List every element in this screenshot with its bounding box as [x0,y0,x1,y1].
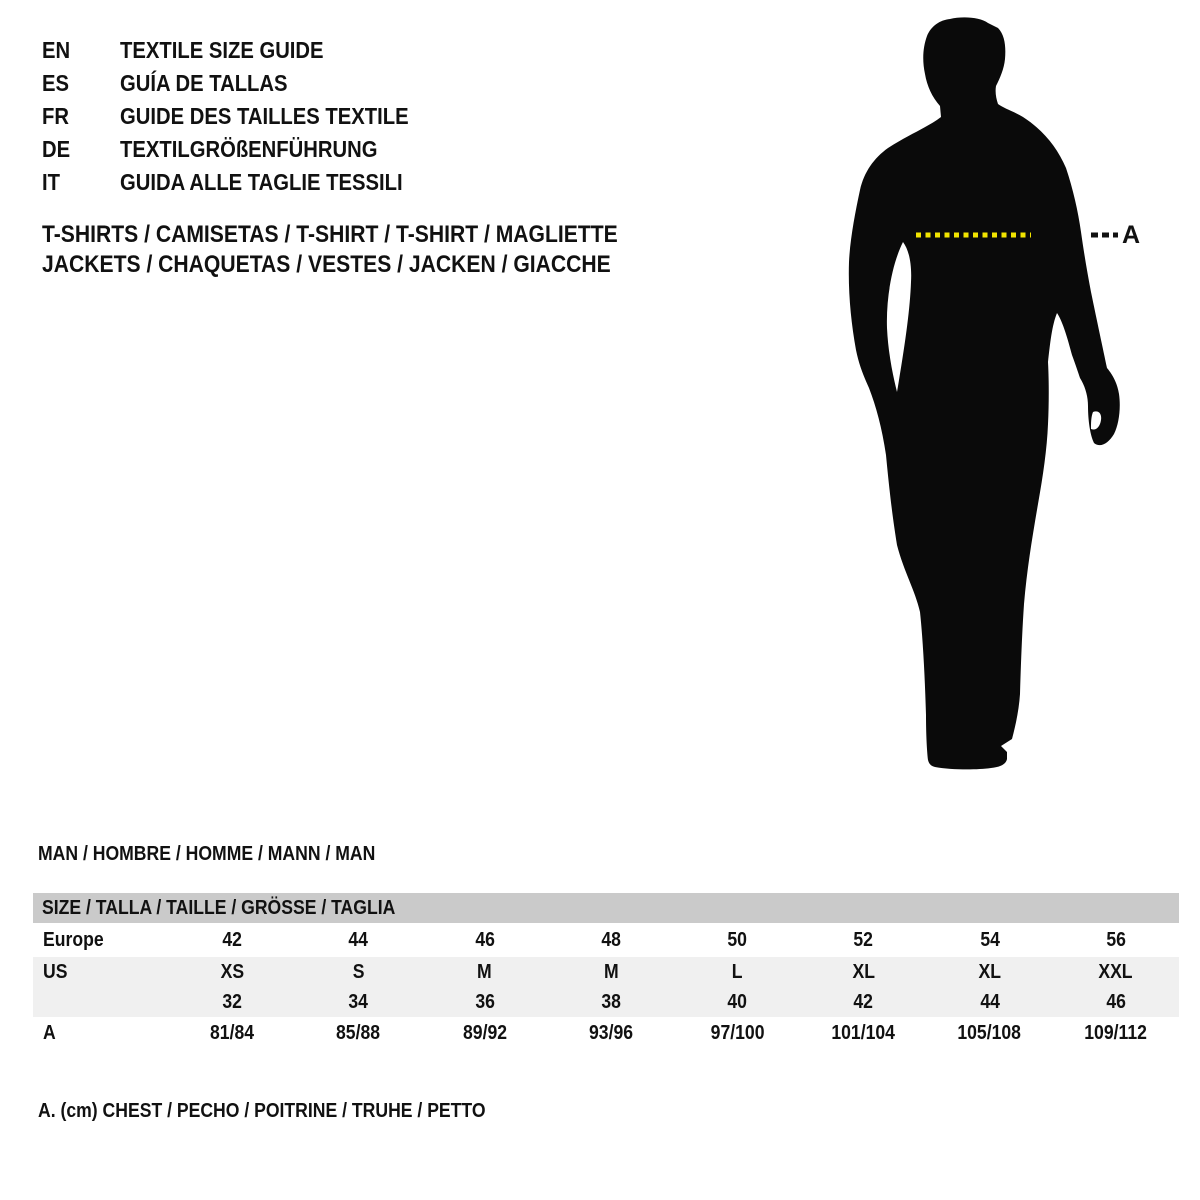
size-cell-text: 81/84 [210,1022,255,1044]
size-cell [169,1022,295,1045]
size-cell-text: 44 [979,990,1000,1013]
size-cell [800,991,926,1014]
size-cell-text: 89/92 [462,1022,507,1044]
section-title-text: MAN / HOMBRE / HOMME / MANN / MAN [38,843,376,865]
size-cell [295,929,421,952]
size-cell-text: L [731,960,743,983]
size-cell [927,991,1053,1014]
size-cell [674,991,800,1014]
size-table-row [33,1017,1179,1050]
row-label [33,991,169,1014]
size-cell [927,961,1053,984]
size-cell-text: XXL [1098,960,1133,983]
row-label-text: A [43,1022,56,1044]
language-title: GUÍA DE TALLAS [120,70,288,96]
row-label-text: US [43,960,68,983]
row-label-text: Europe [43,928,104,951]
footnote-text: A. (cm) CHEST / PECHO / POITRINE / TRUHE / PETTO [38,1100,486,1122]
size-cell-text: 109/112 [1084,1022,1148,1044]
size-cell [422,929,548,952]
size-cell-text: 34 [348,990,369,1013]
size-cell [295,1022,421,1045]
category-text: JACKETS / CHAQUETAS / VESTES / JACKEN / GIACCHE [42,251,611,278]
size-cell-text: 42 [853,990,874,1013]
size-cell [1053,929,1179,952]
language-title: TEXTILE SIZE GUIDE [120,37,324,63]
size-cell [422,1022,548,1045]
size-cell-text: 44 [348,928,369,951]
size-cell [800,961,926,984]
language-code: FR [42,103,69,129]
size-cell [422,961,548,984]
size-cell-text: 46 [1106,990,1126,1013]
size-table-body [33,923,1179,1050]
measure-label-a: A [1122,221,1141,249]
size-cell [548,929,674,952]
size-cell [800,929,926,952]
size-cell [674,929,800,952]
size-cell-text: 40 [727,990,747,1013]
size-cell [674,961,800,984]
size-cell [422,991,548,1014]
size-cell [800,1022,926,1045]
row-label [33,961,169,984]
language-code: ES [42,70,70,96]
size-cell [548,961,674,984]
size-table-row [33,923,1179,957]
language-code: EN [42,37,71,63]
size-cell-text: M [603,960,619,983]
size-cell-text: 36 [474,990,495,1013]
language-code: IT [42,169,60,195]
size-cell [548,991,674,1014]
size-cell-text: 97/100 [710,1022,765,1044]
size-cell-text: 32 [222,990,242,1013]
size-cell-text: S [352,960,365,983]
size-table-header [33,893,1179,923]
size-cell-text: XL [978,960,1001,983]
size-cell-text: 93/96 [588,1022,633,1044]
size-cell [169,991,295,1014]
size-cell-text: 48 [601,928,621,951]
size-cell-text: 105/108 [957,1022,1022,1044]
size-cell [1053,1022,1179,1045]
size-cell [169,961,295,984]
size-cell-text: 85/88 [336,1022,381,1044]
size-cell-text: 38 [601,990,621,1013]
size-cell [169,929,295,952]
size-cell [548,1022,674,1045]
language-code: DE [42,136,71,162]
size-cell-text: 54 [979,928,1000,951]
size-cell-text: 52 [853,928,874,951]
size-cell [1053,961,1179,984]
size-cell-text: XS [220,960,244,983]
size-cell [927,929,1053,952]
size-cell-text: 42 [222,928,242,951]
size-cell [674,1022,800,1045]
section-title-man [38,843,421,866]
footnote-chest [38,1100,547,1123]
size-table-row [33,957,1179,987]
size-cell [927,1022,1053,1045]
size-cell-text: M [477,960,492,983]
language-title: TEXTILGRÖßENFÜHRUNG [120,136,378,162]
size-table-header-text: SIZE / TALLA / TAILLE / GRÖSSE / TAGLIA [42,896,396,919]
row-label [33,1022,169,1045]
size-cell [295,991,421,1014]
size-cell-text: 50 [727,928,747,951]
size-cell-text: 46 [474,928,495,951]
man-silhouette-path [849,17,1120,769]
size-cell-text: 56 [1106,928,1126,951]
row-label [33,929,169,952]
language-title: GUIDA ALLE TAGLIE TESSILI [120,169,403,195]
language-title: GUIDE DES TAILLES TEXTILE [120,103,409,129]
size-table-row [33,987,1179,1017]
size-cell-text: 101/104 [831,1022,896,1044]
size-table [33,893,1179,1050]
category-text: T-SHIRTS / CAMISETAS / T-SHIRT / T-SHIRT / MAGLIETTE [42,221,618,248]
size-cell [1053,991,1179,1014]
size-cell [295,961,421,984]
size-cell-text: XL [852,960,875,983]
